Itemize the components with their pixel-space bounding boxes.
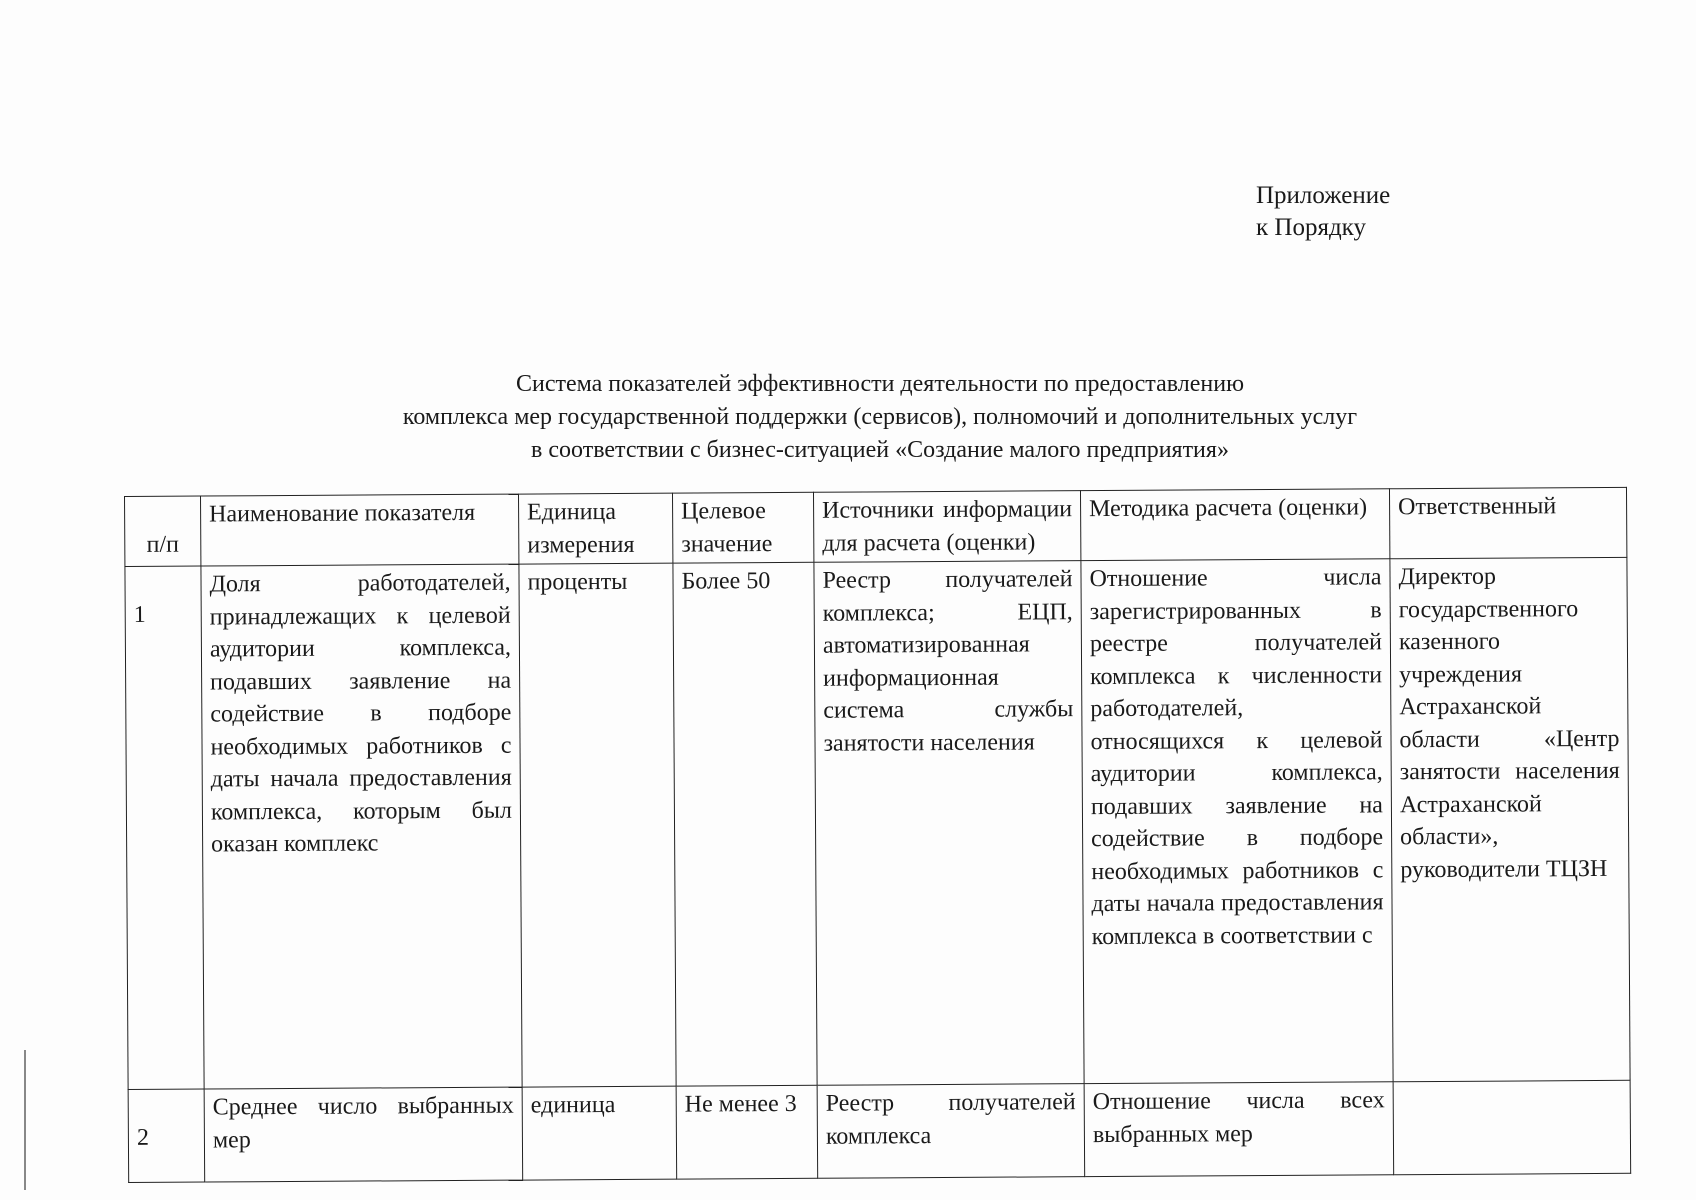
- title-line-2: комплекса мер государственной поддержки (сервисов), полномочий и дополнительных услуг: [402, 404, 1358, 430]
- cell-num: 1: [125, 566, 204, 1089]
- cell-sources: Реестр получателей комплекса; ЕЦП, автоматизированная информационная система службы занятости населения: [814, 561, 1084, 1086]
- document-title: [200, 368, 1560, 467]
- scan-margin-line: [24, 1050, 26, 1190]
- cell-responsible: [1393, 1080, 1631, 1174]
- header-responsible: Ответственный: [1389, 487, 1626, 558]
- appendix-note: [1256, 180, 1390, 244]
- cell-target: Более 50: [673, 562, 817, 1086]
- header-num: п/п: [125, 496, 201, 566]
- cell-num: 2: [128, 1089, 205, 1182]
- cell-target: Не менее 3: [676, 1085, 818, 1179]
- cell-method: Отношение числа всех выбранных мер: [1084, 1082, 1394, 1177]
- table-row: [125, 557, 1630, 1089]
- table-header-row: [125, 487, 1627, 566]
- appendix-line-2: к Порядку: [1256, 214, 1366, 241]
- cell-name: Среднее число выбранных мер: [204, 1087, 523, 1182]
- header-target: Целевое значение: [672, 492, 813, 563]
- header-unit: Единица измерения: [518, 493, 672, 564]
- header-sources: Источники информации для расчета (оценки): [813, 491, 1080, 563]
- appendix-line-1: Приложение: [1256, 182, 1391, 209]
- indicators-table: [124, 487, 1631, 1183]
- cell-unit: единица: [522, 1086, 677, 1180]
- cell-method: Отношение числа зарегистрированных в реестре получателей комплекса к численности работодателей, относящихся к целевой аудитории комплекса, подавших заявление на содействие в подборе необходимых работников с даты начала предоставления комплекса в соответствии с: [1081, 559, 1393, 1084]
- table-row: [128, 1080, 1631, 1182]
- cell-sources: Реестр получателей комплекса: [817, 1084, 1085, 1179]
- title-line-1: Система показателей эффективности деятельности по предоставлению: [515, 371, 1244, 397]
- cell-unit: проценты: [519, 563, 676, 1087]
- cell-responsible: Директор государственного казенного учреждения Астраханской области «Центр занятости населения Астраханской области», руководители ТЦЗН: [1390, 557, 1630, 1081]
- cell-name: Доля работодателей, принадлежащих к целевой аудитории комплекса, подавших заявление на содействие в подборе необходимых работников с даты начала предоставления комплекса, которым был оказан комплекс: [201, 564, 522, 1089]
- indicators-table-wrapper: [124, 487, 1630, 1183]
- title-line-3: в соответствии с бизнес-ситуацией «Создание малого предприятия»: [531, 437, 1229, 463]
- header-name: Наименование показателя: [201, 494, 519, 566]
- header-method: Методика расчета (оценки): [1080, 489, 1389, 561]
